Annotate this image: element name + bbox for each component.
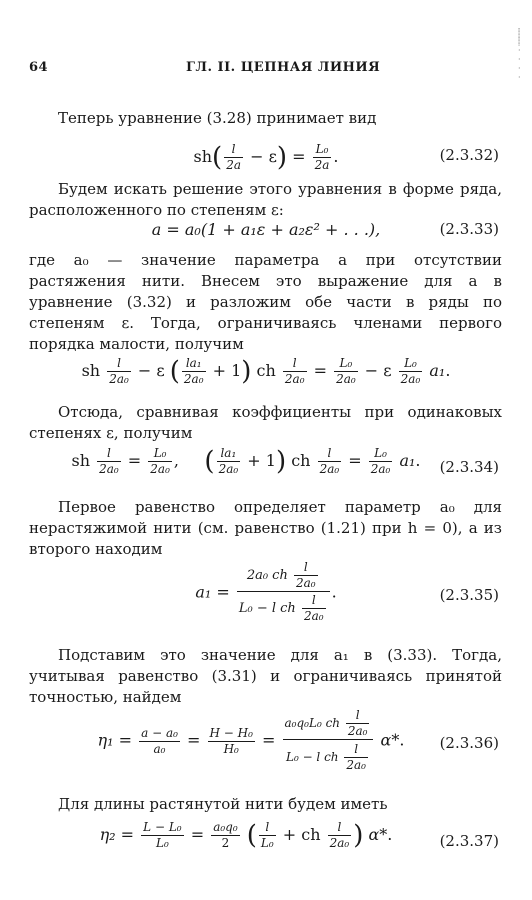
equation-number: (2.3.36)	[439, 734, 499, 752]
paragraph-7: Для длины растянутой нити будем иметь	[58, 795, 388, 813]
equation-number: (2.3.35)	[439, 586, 499, 604]
margin-ink-mark: ⸽ ⸽ · · · ·	[518, 28, 521, 82]
page-number: 64	[29, 60, 49, 75]
equation-number: (2.3.33)	[439, 220, 499, 238]
equation-number: (2.3.34)	[439, 458, 499, 476]
equation-2-3-36: η₁ = $\frac{\text{a − a₀}}{\text{a₀}}$ = $\frac{\text{H − H₀}}{\text{H₀}}$ = a₀q₀L₀ ch $\frac{l}{\text{2a₀}}$ L₀ − l ch $\frac{l}{\text{2a₀}}$ α*. (2.3.36)	[97, 708, 499, 772]
equation-number: (2.3.32)	[439, 146, 499, 164]
equation-2-3-35: a₁ = 2a₀ ch $\frac{l}{\text{2a₀}}$ L₀ − l ch $\frac{l}{\text{2a₀}}$ . (2.3.35)	[195, 560, 499, 623]
paragraph-2: Будем искать решение этого уравнения в форме ряда, расположенного по степеням ε:	[29, 180, 502, 219]
paragraph-5: Первое равенство определяет параметр a₀ для нерастяжимой нити (см. равенство (1.21) при h = 0), а из второго находим	[29, 498, 502, 558]
paragraph-1: Теперь уравнение (3.28) принимает вид	[58, 109, 377, 127]
equation-2-3-34: sh $\frac{l}{\text{2a₀}}$ = $\frac{\text{L₀}}{\text{2a₀}}$ , ( $\frac{\text{la₁}}{\text{2a₀}}$ + 1) ch $\frac{l}{\text{2a₀}}$ = $\frac{\text{L₀}}{\text{2a₀}}$ a₁. (2.3.34)	[71, 446, 499, 477]
equation-2-3-37: η₂ = $\frac{\text{L − L₀}}{\text{L₀}}$ = $\frac{\text{a₀q₀}}{2}$ ( $\frac{l}{\text{L₀}}$ + ch $\frac{l}{\text{2a₀}}$ ) α*. (2.3.37)	[99, 820, 499, 851]
equation-number: (2.3.37)	[439, 832, 499, 850]
running-header: ГЛ. II. ЦЕПНАЯ ЛИНИЯ	[186, 60, 381, 75]
paragraph-4: Отсюда, сравнивая коэффициенты при одинаковых степенях ε, получим	[29, 403, 502, 442]
equation-2-3-33: a = a₀(1 + a₁ε + a₂ε² + . . .), (2.3.33)	[151, 220, 499, 239]
equation-2-3-32: sh( $\frac{l}{2a}$ − ε) = $\frac{\text{L₀}}{2a}$ . (2.3.32)	[193, 142, 499, 173]
paragraph-3: где a₀ — значение параметра a при отсутствии растяжения нити. Внесем это выражение для a в уравнение (3.32) и разложим обе части в ряды по степеням ε. Тогда, ограничиваясь членами первого порядка малости, получим	[29, 251, 502, 353]
equation-expansion: sh $\frac{l}{\text{2a₀}}$ − ε ( $\frac{\text{la₁}}{\text{2a₀}}$ + 1) ch $\frac{l}{\text{2a₀}}$ = $\frac{\text{L₀}}{\text{2a₀}}$ − ε $\frac{\text{L₀}}{\text{2a₀}}$ a₁.	[81, 356, 451, 387]
paragraph-6: Подставим это значение для a₁ в (3.33). Тогда, учитывая равенство (3.31) и ограничиваясь принятой точностью, найдем	[29, 646, 502, 706]
